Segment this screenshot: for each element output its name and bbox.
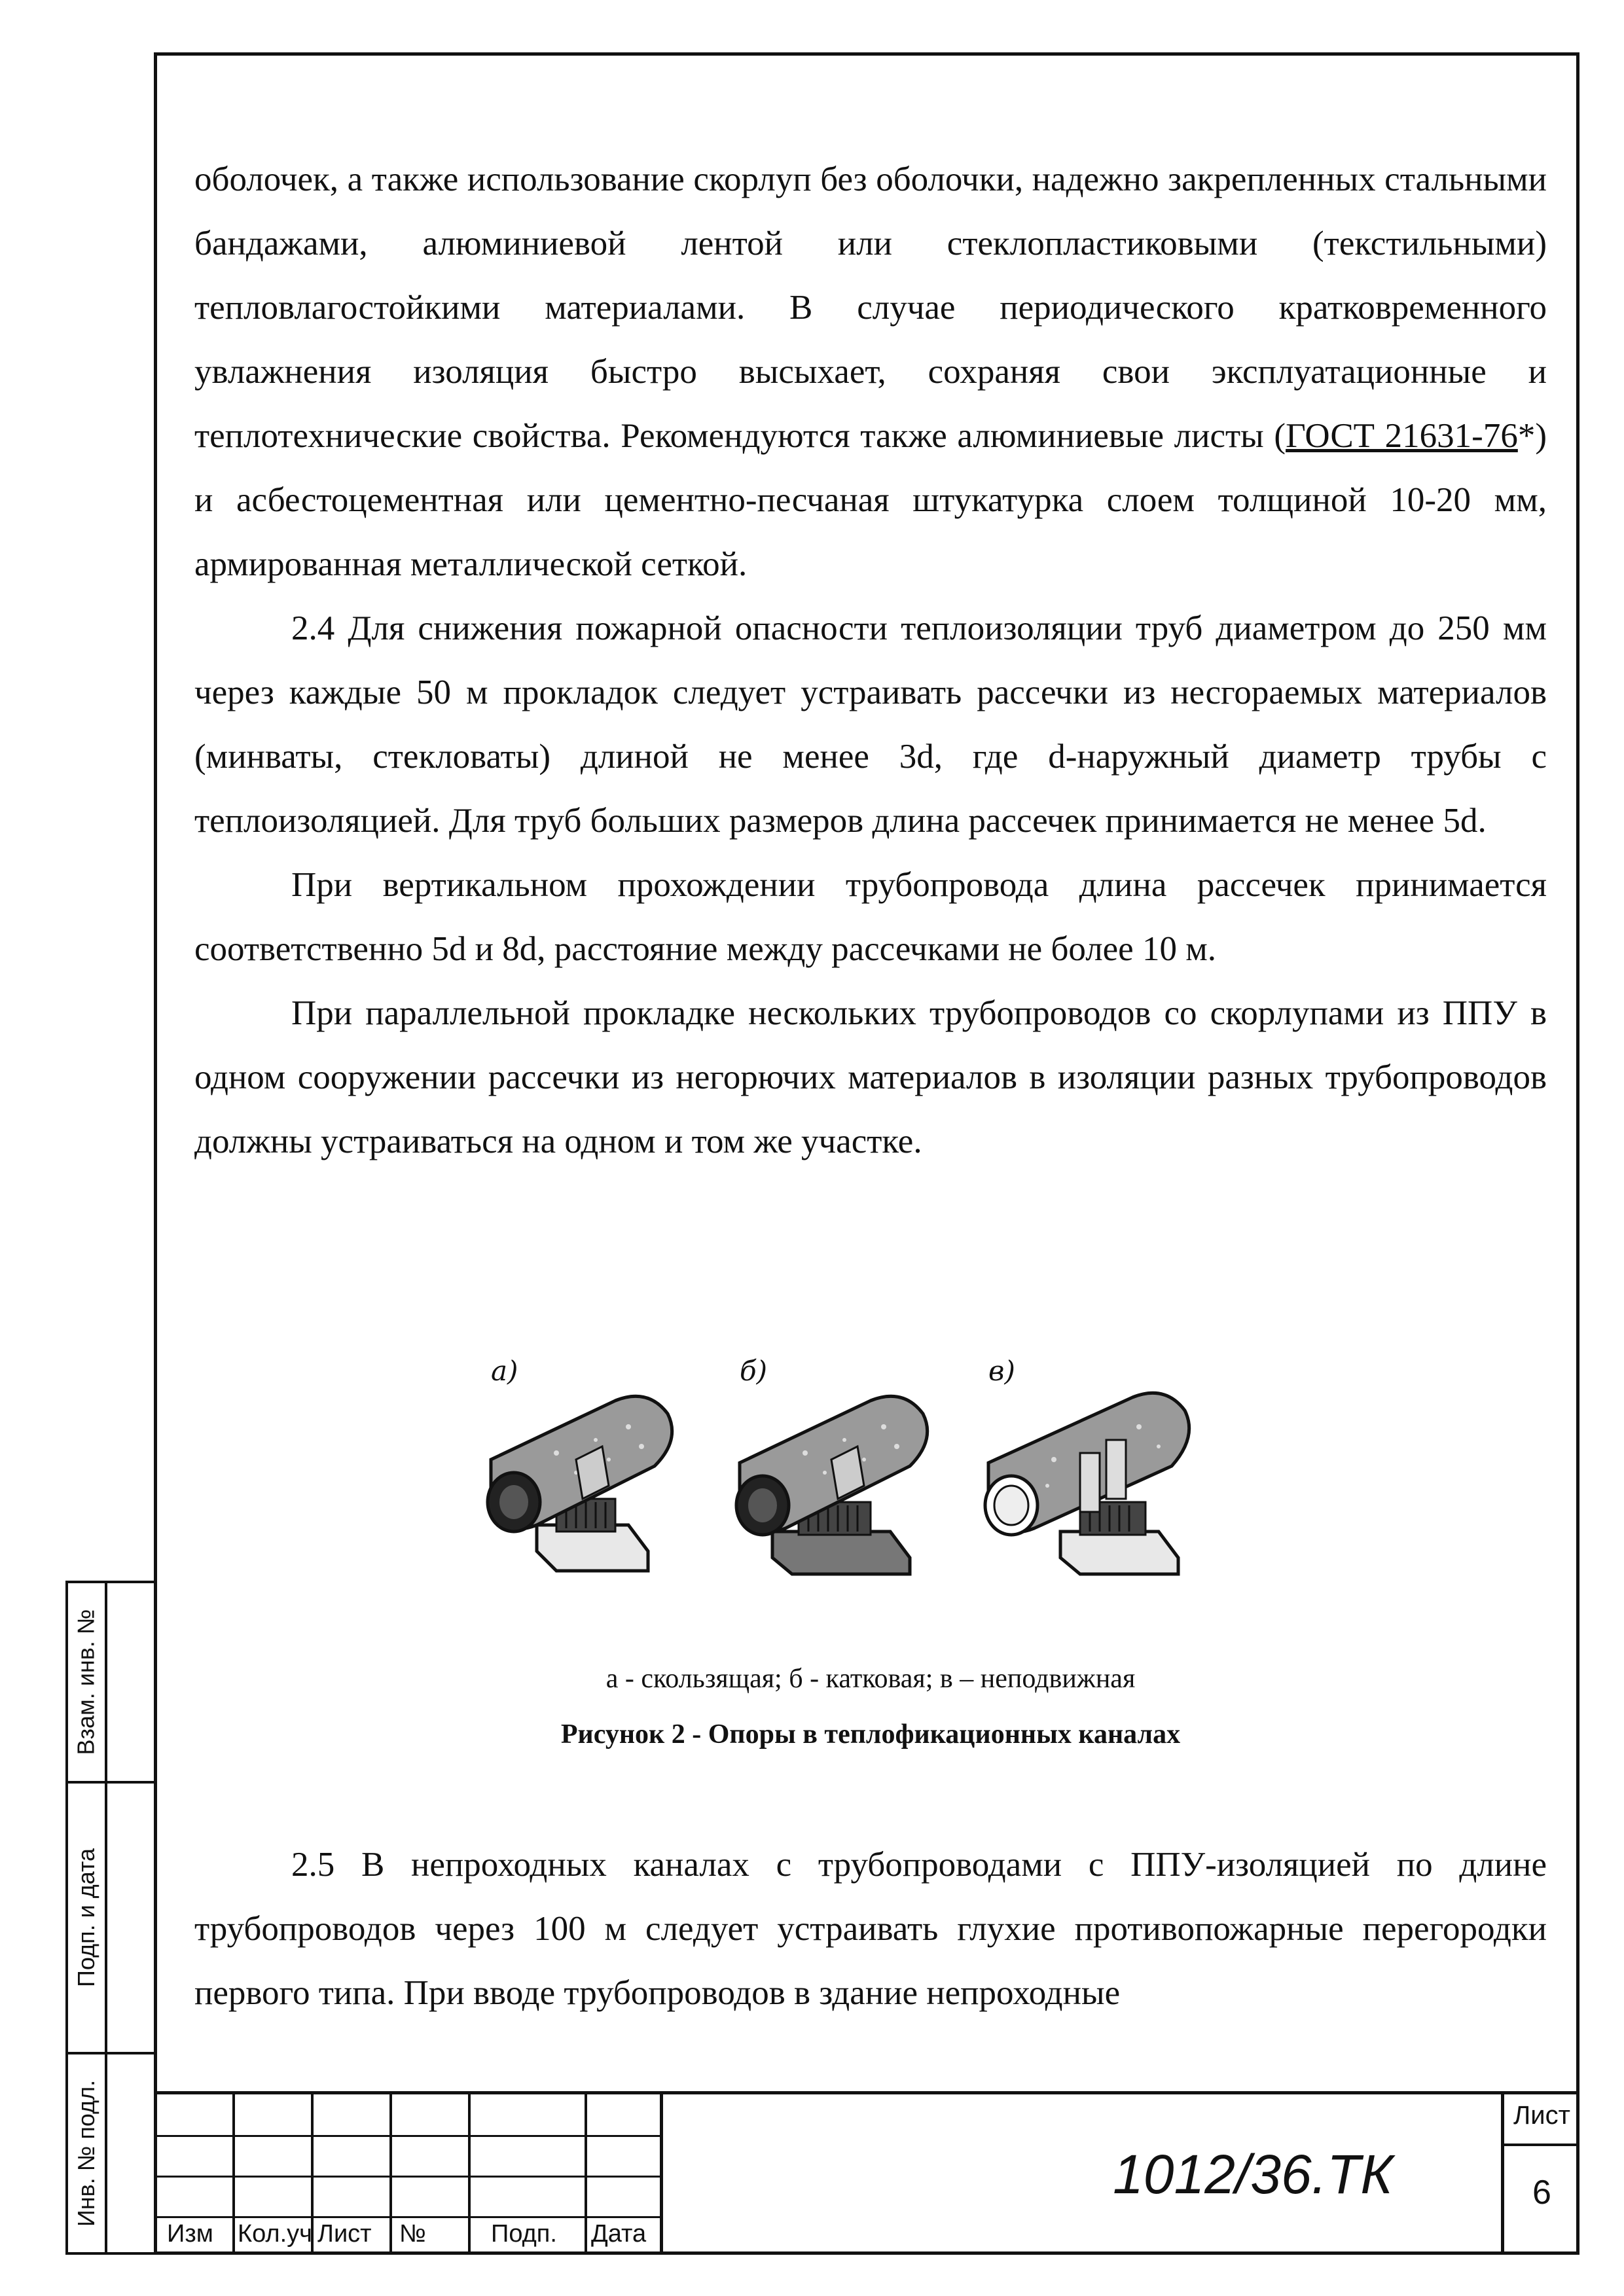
side-cell-replacement xyxy=(65,1581,157,1784)
side-label-replacement-inv: Взам. инв. № xyxy=(73,1609,99,1755)
header-date: Дата xyxy=(591,2220,647,2248)
gost-link[interactable]: ГОСТ 21631-76 xyxy=(1286,417,1518,455)
sheet-number: 6 xyxy=(1532,2174,1551,2212)
side-cell-original xyxy=(65,2052,157,2255)
paragraph-1-text: оболочек, а также использование скорлуп без оболочки, надежно закрепленных стальными бандажами, алюминиевой лентой или стеклопластиковыми (текстильными) тепловлагостойкими материалами. В случае периодического кратковременного увлажнения изоляция быстро высыхает, сохраняя свои эксплуатационные и теплотехнические свойства. Рекомендуются также алюминиевые листы ( xyxy=(194,160,1547,455)
side-label-original-inv: Инв. № подл. xyxy=(73,2079,99,2227)
paragraph-2-4: 2.4 Для снижения пожарной опасности теплоизоляции труб диаметром до 250 мм через каждые 50 м прокладок следует устраивать рассечки из несгораемых материалов (минваты, стекловаты) длиной не менее 3d, где d-наружный диаметр трубы с теплоизоляцией. Для труб больших размеров длина рассечек принимается не менее 5d. xyxy=(194,609,1547,840)
roller-support-drawing xyxy=(727,1374,962,1584)
body-text-continued xyxy=(194,1833,1547,2025)
side-stamp xyxy=(65,1581,157,2255)
figure-letter-b: б) xyxy=(740,1355,768,1387)
side-label-signature-date: Подп. и дата xyxy=(73,1848,99,1988)
document-code: 1012/36.ТК xyxy=(1113,2144,1393,2205)
header-kol-uch: Кол.уч xyxy=(238,2220,312,2248)
header-signature: Подп. xyxy=(491,2220,557,2248)
paragraph-vertical: При вертикальном прохождении трубопровода длина рассечек принимается соответственно 5d и 8d, расстояние между рассечками не более 10 м. xyxy=(194,866,1547,968)
sheet-label: Лист xyxy=(1513,2101,1570,2130)
figure-letter-a: а) xyxy=(491,1355,518,1387)
pipe-supports-figure xyxy=(465,1355,1250,1604)
revision-table xyxy=(154,2094,663,2255)
paragraph-1-tail: *) и асбестоцементная или цементно-песчаная штукатурка слоем толщиной 10-20 мм, армированная металлической сеткой. xyxy=(194,417,1547,583)
figure-caption: а - скользящая; б - катковая; в – неподвижная xyxy=(605,1664,1136,1694)
header-list: Лист xyxy=(317,2220,372,2248)
figure-title: Рисунок 2 - Опоры в теплофикационных каналах xyxy=(560,1719,1181,1749)
paragraph-2-5: 2.5 В непроходных каналах с трубопроводами с ППУ-изоляцией по длине трубопроводов через 100 м следует устраивать глухие противопожарные перегородки первого типа. При вводе трубопроводов в здание непроходные xyxy=(194,1846,1547,2012)
sheet-cell xyxy=(1501,2094,1579,2255)
title-block xyxy=(154,2091,1579,2255)
header-number: № xyxy=(399,2220,426,2248)
sliding-support-drawing xyxy=(478,1374,713,1584)
document-code-cell xyxy=(663,2094,1624,2255)
fixed-support-drawing xyxy=(975,1374,1224,1584)
paragraph-parallel: При параллельной прокладке нескольких трубопроводов со скорлупами из ППУ в одном сооружении рассечки из негорючих материалов в изоляции разных трубопроводов должны устраиваться на одном и том же участке. xyxy=(194,994,1547,1160)
side-cell-signature xyxy=(65,1781,157,2054)
figure-letter-v: в) xyxy=(988,1355,1015,1387)
header-izm: Изм xyxy=(167,2220,213,2248)
paragraph-1 xyxy=(194,147,1547,596)
body-text xyxy=(194,147,1547,1174)
